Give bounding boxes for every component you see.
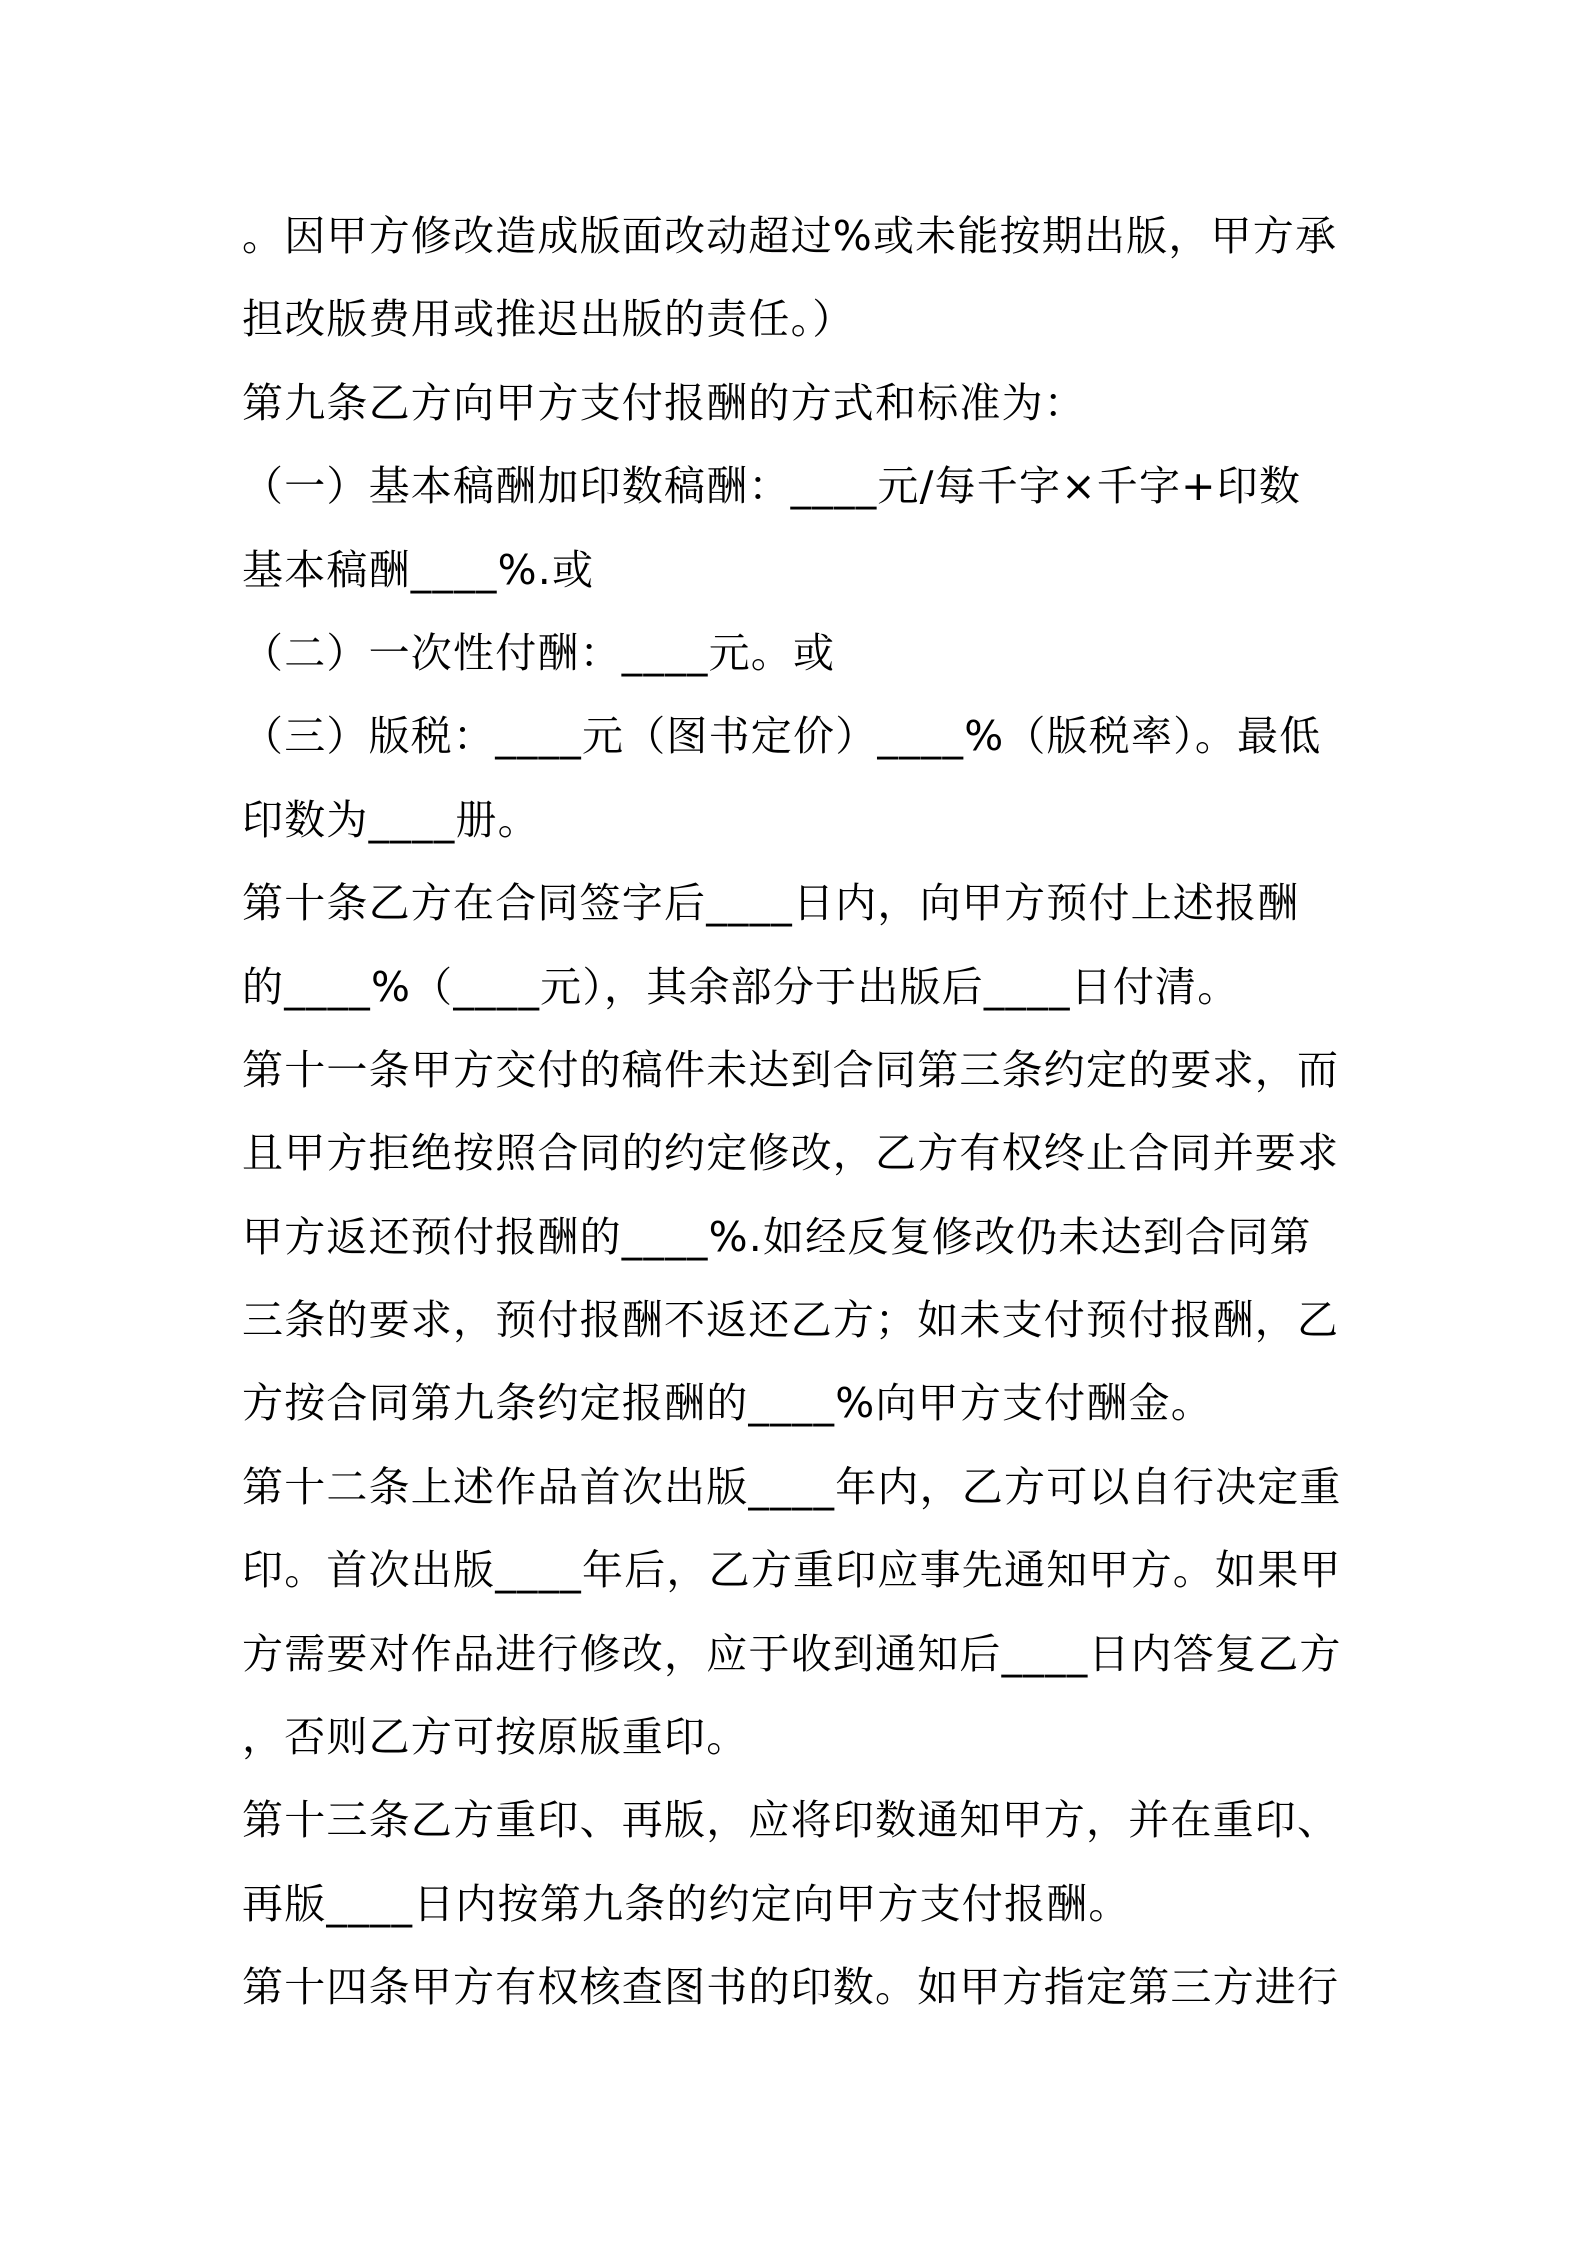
article-11-line-4: 三条的要求，预付报酬不返还乙方；如未支付预付报酬，乙 [242,1296,1340,1345]
article-11-line-1: 第十一条甲方交付的稿件未达到合同第三条约定的要求，而 [242,1045,1340,1094]
article-9-option-1: （一）基本稿酬加印数稿酬：____元/每千字×千字+印数 [242,462,1302,511]
article-12-line-2: 印。首次出版____年后，乙方重印应事先通知甲方。如果甲 [242,1546,1342,1595]
article-11-line-3: 甲方返还预付报酬的____%.如经反复修改仍未达到合同第 [242,1212,1312,1261]
article-14-line-1: 第十四条甲方有权核查图书的印数。如甲方指定第三方进行 [242,1963,1340,2012]
article-10-line-2: 的____%（____元），其余部分于出版后____日付清。 [242,962,1240,1011]
contract-text [242,195,1362,2030]
article-9-option-3-cont: 印数为____册。 [242,795,540,844]
article-12-line-4: ，否则乙方可按原版重印。 [242,1713,749,1762]
article-13-line-2: 再版____日内按第九条的约定向甲方支付报酬。 [242,1879,1131,1928]
article-9-heading: 第九条乙方向甲方支付报酬的方式和标准为： [242,378,1086,427]
article-9-option-3: （三）版税：____元（图书定价）____%（版税率）。最低 [242,712,1322,761]
article-11-line-5: 方按合同第九条约定报酬的____%向甲方支付酬金。 [242,1379,1213,1428]
article-13-line-1: 第十三条乙方重印、再版，应将印数通知甲方，并在重印、 [242,1796,1340,1845]
text-line-2: 担改版费用或推迟出版的责任。） [242,295,855,344]
article-10-line-1: 第十条乙方在合同签字后____日内，向甲方预付上述报酬 [242,879,1300,928]
article-11-line-2: 且甲方拒绝按照合同的约定修改，乙方有权终止合同并要求 [242,1129,1340,1178]
article-9-option-2: （二）一次性付酬：____元。或 [242,628,836,677]
article-9-option-1-cont: 基本稿酬____%.或 [242,545,595,594]
text-line-1: 。因甲方修改造成版面改动超过%或未能按期出版，甲方承 [242,212,1338,260]
article-12-line-1: 第十二条上述作品首次出版____年内，乙方可以自行决定重 [242,1462,1342,1511]
article-12-line-3: 方需要对作品进行修改，应于收到通知后____日内答复乙方 [242,1629,1342,1678]
